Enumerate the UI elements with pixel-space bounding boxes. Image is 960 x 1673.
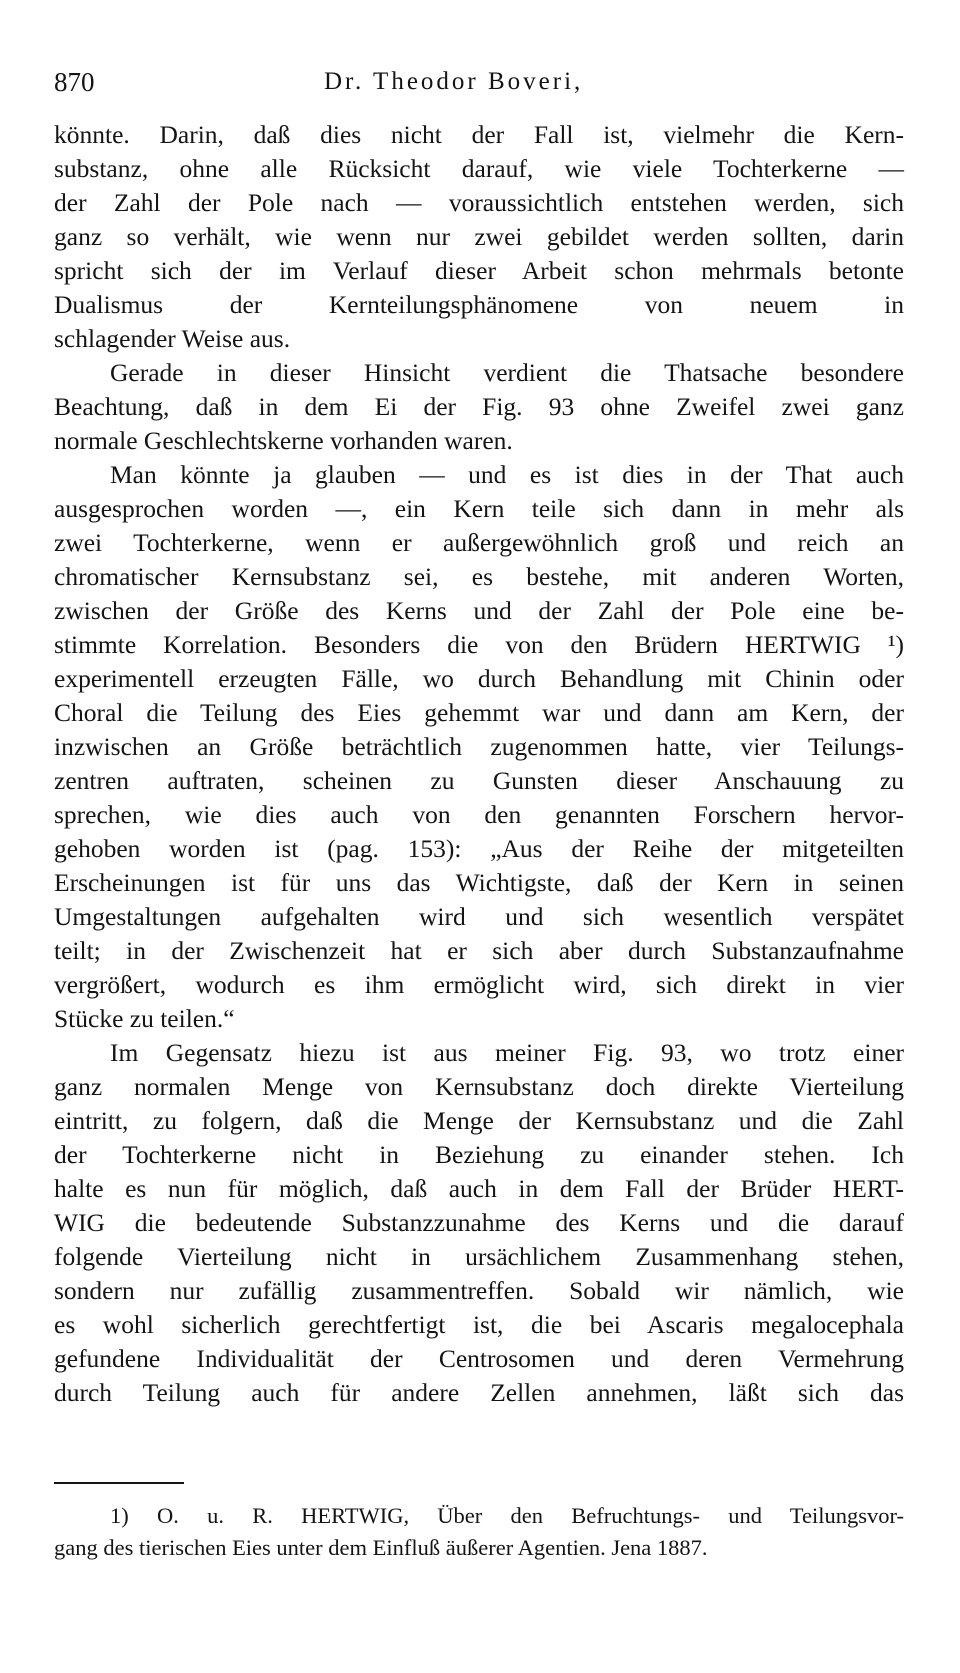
text-line: sondern nur zufällig zusammentreffen. Sobald wir nämlich, wie	[54, 1276, 904, 1305]
text-line: zentren auftraten, scheinen zu Gunsten dieser Anschauung zu	[54, 766, 904, 795]
text-line: eintritt, zu folgern, daß die Menge der Kernsubstanz und die Zahl	[54, 1106, 904, 1135]
text-line: Erscheinungen ist für uns das Wichtigste, daß der Kern in seinen	[54, 868, 904, 897]
text-line: der Tochterkerne nicht in Beziehung zu einander stehen. Ich	[54, 1140, 904, 1169]
text-line: Man könnte ja glauben — und es ist dies in der That auch	[110, 460, 904, 489]
text-line: Choral die Teilung des Eies gehemmt war und dann am Kern, der	[54, 698, 904, 727]
text-line: halte es nun für möglich, daß auch in dem Fall der Brüder HERT-	[54, 1174, 904, 1203]
text-line: es wohl sicherlich gerechtfertigt ist, die bei Ascaris megalocephala	[54, 1310, 904, 1339]
text-line: teilt; in der Zwischenzeit hat er sich aber durch Substanzaufnahme	[54, 936, 904, 965]
text-line: ganz so verhält, wie wenn nur zwei gebildet werden sollten, darin	[54, 222, 904, 251]
text-line: substanz, ohne alle Rücksicht darauf, wie viele Tochterkerne —	[54, 154, 904, 183]
page-number: 870	[54, 67, 95, 97]
text-line: schlagender Weise aus.	[54, 324, 291, 353]
text-line: folgende Vierteilung nicht in ursächlichem Zusammenhang stehen,	[54, 1242, 904, 1271]
page-header	[54, 62, 904, 102]
text-line: durch Teilung auch für andere Zellen annehmen, läßt sich das	[54, 1378, 904, 1407]
text-line: könnte. Darin, daß dies nicht der Fall ist, vielmehr die Kern-	[54, 120, 904, 149]
text-line: Stücke zu teilen.“	[54, 1004, 235, 1033]
text-line: vergrößert, wodurch es ihm ermöglicht wird, sich direkt in vier	[54, 970, 904, 999]
text-line: zwischen der Größe des Kerns und der Zahl der Pole eine be-	[54, 596, 904, 625]
text-line: Beachtung, daß in dem Ei der Fig. 93 ohne Zweifel zwei ganz	[54, 392, 904, 421]
text-line: chromatischer Kernsubstanz sei, es bestehe, mit anderen Worten,	[54, 562, 904, 591]
text-line: WIG die bedeutende Substanzzunahme des Kerns und die darauf	[54, 1208, 904, 1237]
text-line: stimmte Korrelation. Besonders die von den Brüdern HERTWIG ¹)	[54, 630, 904, 659]
text-line: Umgestaltungen aufgehalten wird und sich wesentlich verspätet	[54, 902, 904, 931]
text-line: der Zahl der Pole nach — voraussichtlich entstehen werden, sich	[54, 188, 904, 217]
body-text	[54, 118, 904, 1410]
running-head: Dr. Theodor Boveri,	[324, 68, 584, 95]
footnote-divider	[54, 1482, 184, 1484]
text-line: experimentell erzeugten Fälle, wo durch Behandlung mit Chinin oder	[54, 664, 904, 693]
text-line: zwei Tochterkerne, wenn er außergewöhnlich groß und reich an	[54, 528, 904, 557]
footnote	[54, 1500, 904, 1564]
text-line: ganz normalen Menge von Kernsubstanz doch direkte Vierteilung	[54, 1072, 904, 1101]
text-line: sprechen, wie dies auch von den genannten Forschern hervor-	[54, 800, 904, 829]
text-line: Gerade in dieser Hinsicht verdient die Thatsache besondere	[110, 358, 904, 387]
text-line: gefundene Individualität der Centrosomen und deren Vermehrung	[54, 1344, 904, 1373]
text-line: Im Gegensatz hiezu ist aus meiner Fig. 93, wo trotz einer	[110, 1038, 904, 1067]
text-line-spaced: Dualismus der Kernteilungsphänomene von neuem in	[54, 290, 904, 319]
text-line: ausgesprochen worden —, ein Kern teile sich dann in mehr als	[54, 494, 904, 523]
text-line: gehoben worden ist (pag. 153): „Aus der Reihe der mitgeteilten	[54, 834, 904, 863]
footnote-line: gang des tierischen Eies unter dem Einfluß äußerer Agentien. Jena 1887.	[54, 1535, 708, 1560]
footnote-line: 1) O. u. R. HERTWIG, Über den Befruchtungs- und Teilungsvor-	[110, 1503, 904, 1528]
text-line: normale Geschlechtskerne vorhanden waren.	[54, 426, 513, 455]
text-line: inzwischen an Größe beträchtlich zugenommen hatte, vier Teilungs-	[54, 732, 904, 761]
text-line: spricht sich der im Verlauf dieser Arbeit schon mehrmals betonte	[54, 256, 904, 285]
